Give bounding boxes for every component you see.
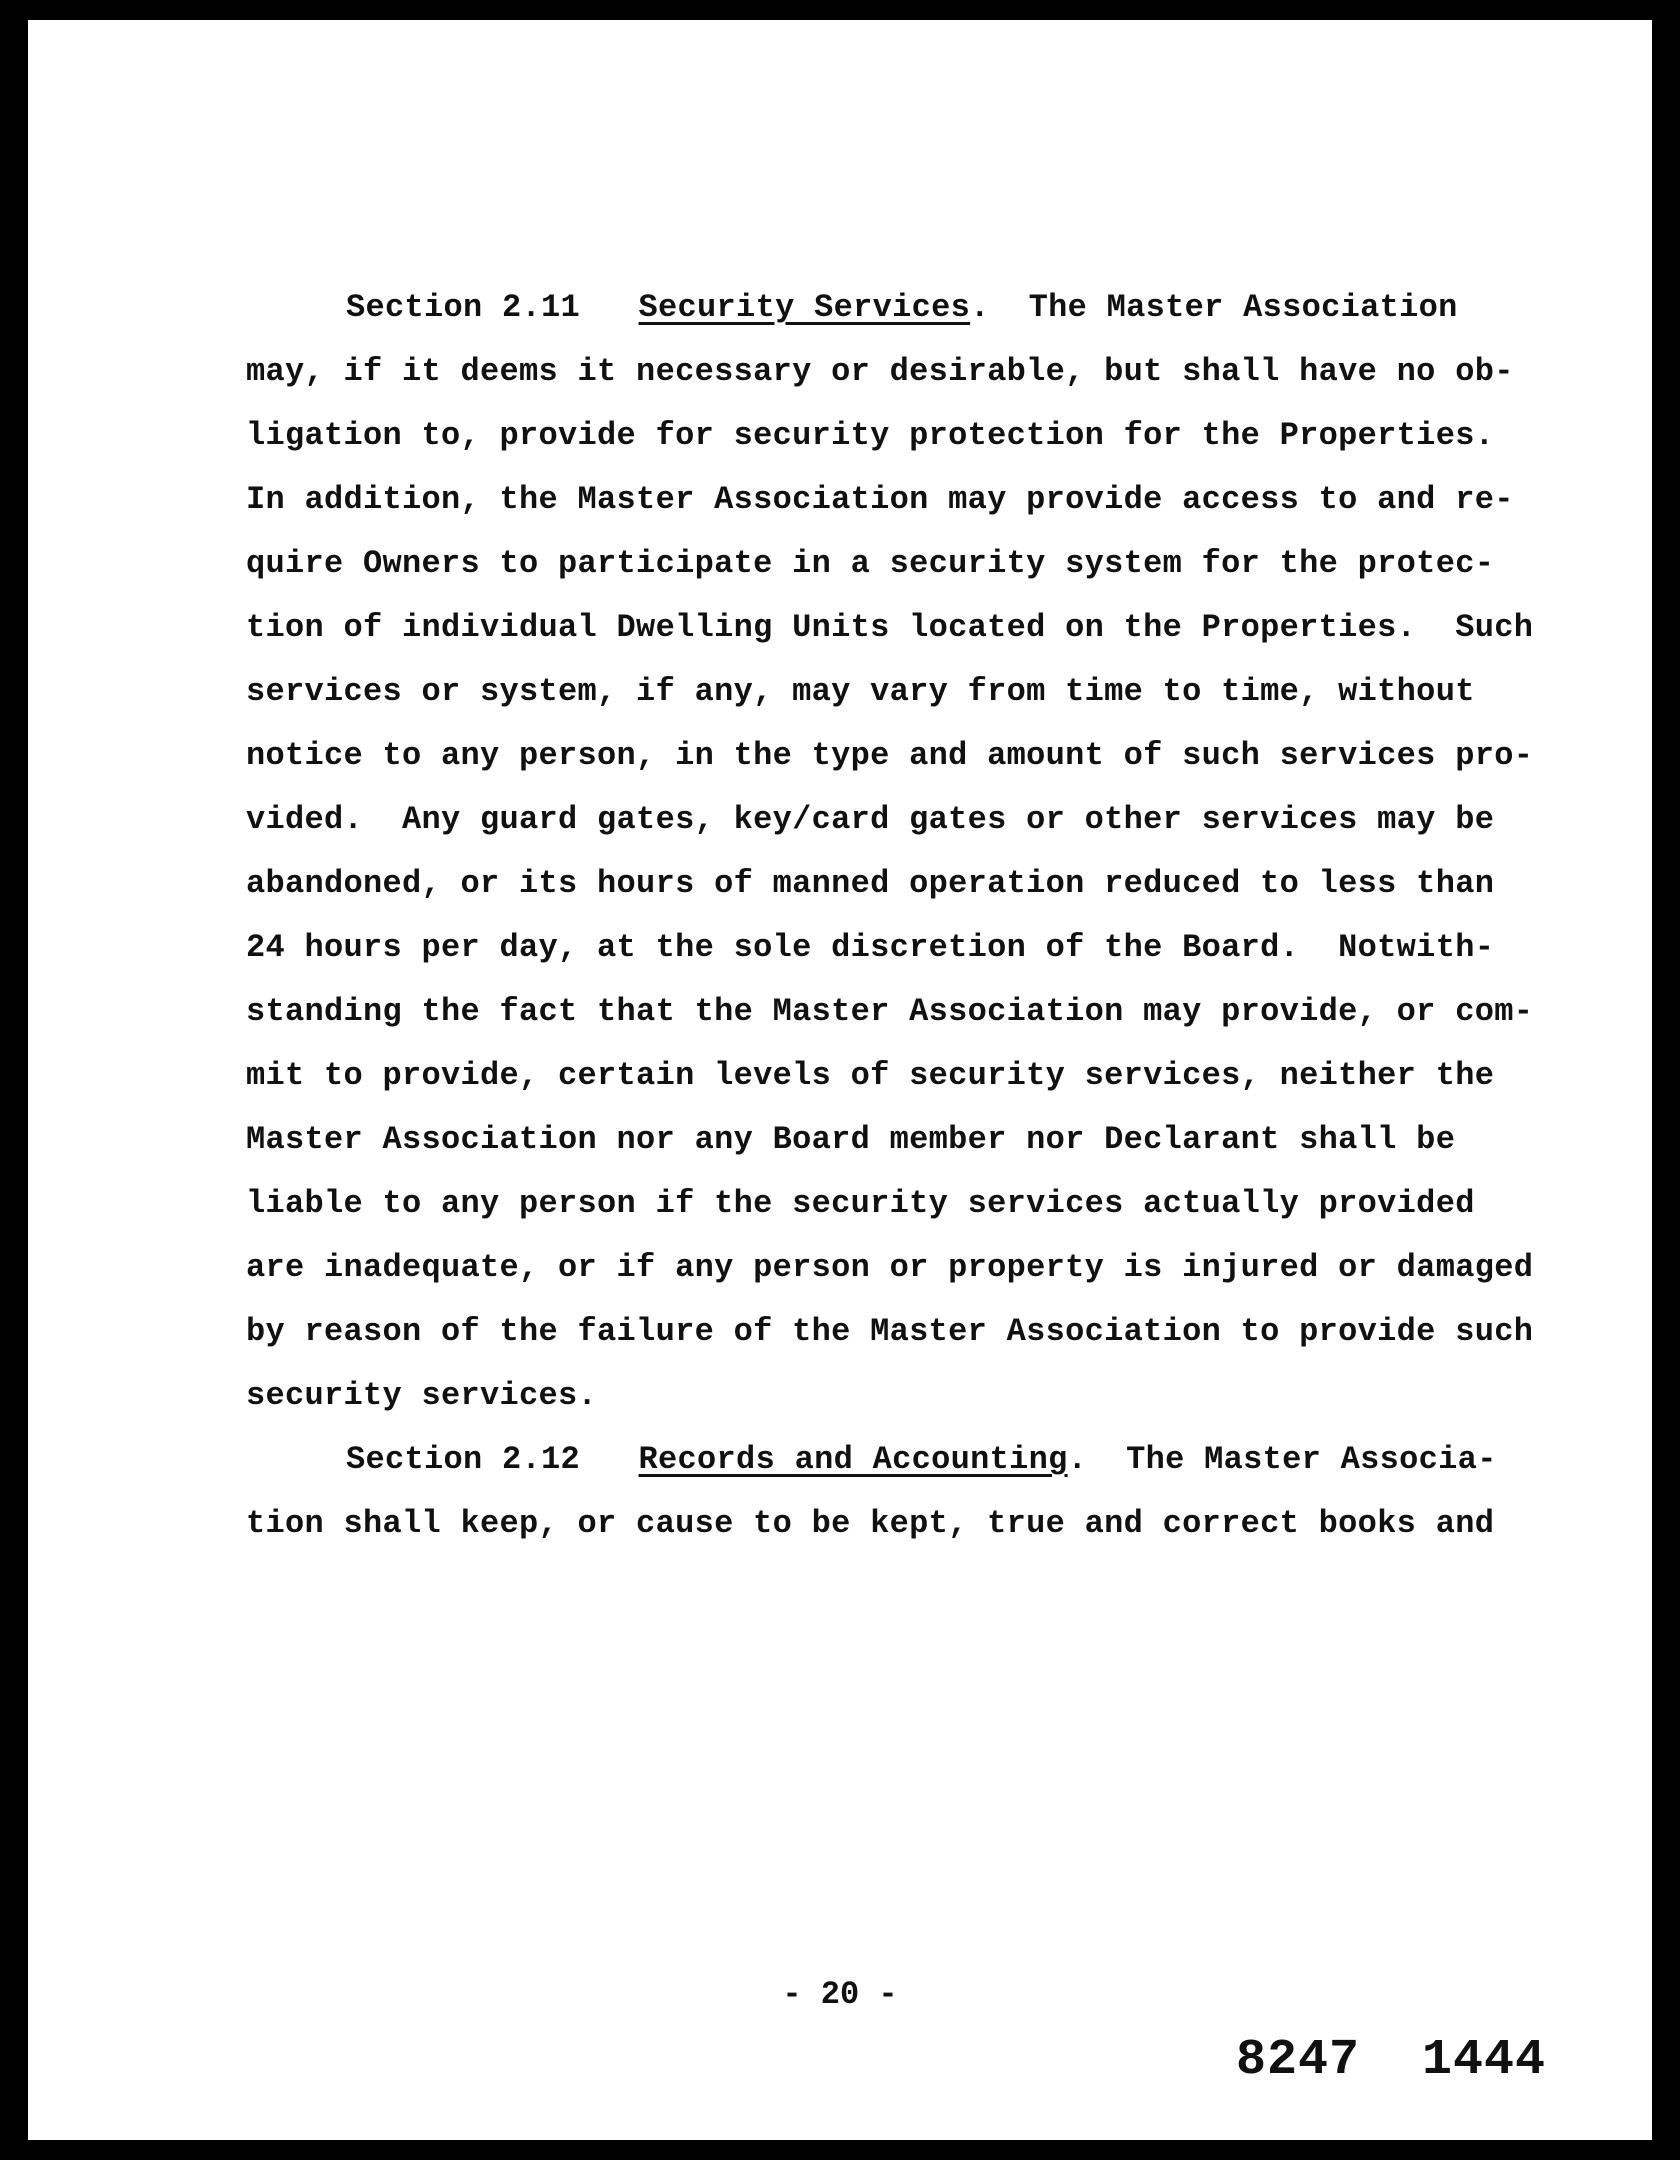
section-2-11-heading-text: . The Master Association [970,289,1458,326]
section-2-12-heading [346,1440,1497,1480]
body-line: vided. Any guard gates, key/card gates or other services may be [246,801,1495,838]
body-line: tion of individual Dwelling Units located on the Properties. Such [246,609,1534,646]
section-2-12-number: Section 2.12 [346,1441,639,1478]
section-2-11-title: Security Services [638,289,971,326]
section-2-11-heading [346,288,1458,328]
page-number: - 20 - [782,1976,898,2013]
body-line: are inadequate, or if any person or property is injured or damaged [246,1249,1534,1286]
body-line: by reason of the failure of the Master Association to provide such [246,1313,1534,1350]
body-line: tion shall keep, or cause to be kept, true and correct books and [246,1505,1495,1542]
body-line: quire Owners to participate in a security system for the protec- [246,545,1495,582]
body-line: security services. [246,1377,598,1414]
body-line: In addition, the Master Association may provide access to and re- [246,481,1514,518]
body-line: standing the fact that the Master Association may provide, or com- [246,993,1534,1030]
body-line: notice to any person, in the type and amount of such services pro- [246,737,1534,774]
section-2-12-heading-text: . The Master Associa- [1067,1441,1497,1478]
body-line: Master Association nor any Board member nor Declarant shall be [246,1121,1456,1158]
body-line: ligation to, provide for security protection for the Properties. [246,417,1495,454]
body-line: services or system, if any, may vary from time to time, without [246,673,1475,710]
body-line: mit to provide, certain levels of security services, neither the [246,1057,1495,1094]
body-line: abandoned, or its hours of manned operation reduced to less than [246,865,1495,902]
body-line: 24 hours per day, at the sole discretion of the Board. Notwith- [246,929,1495,966]
document-code: 8247 1444 [1236,2032,1547,2089]
section-2-11-number: Section 2.11 [346,289,639,326]
document-page [28,20,1652,2140]
body-line: liable to any person if the security services actually provided [246,1185,1475,1222]
section-2-12-title: Records and Accounting [638,1441,1068,1478]
body-line: may, if it deems it necessary or desirable, but shall have no ob- [246,353,1514,390]
